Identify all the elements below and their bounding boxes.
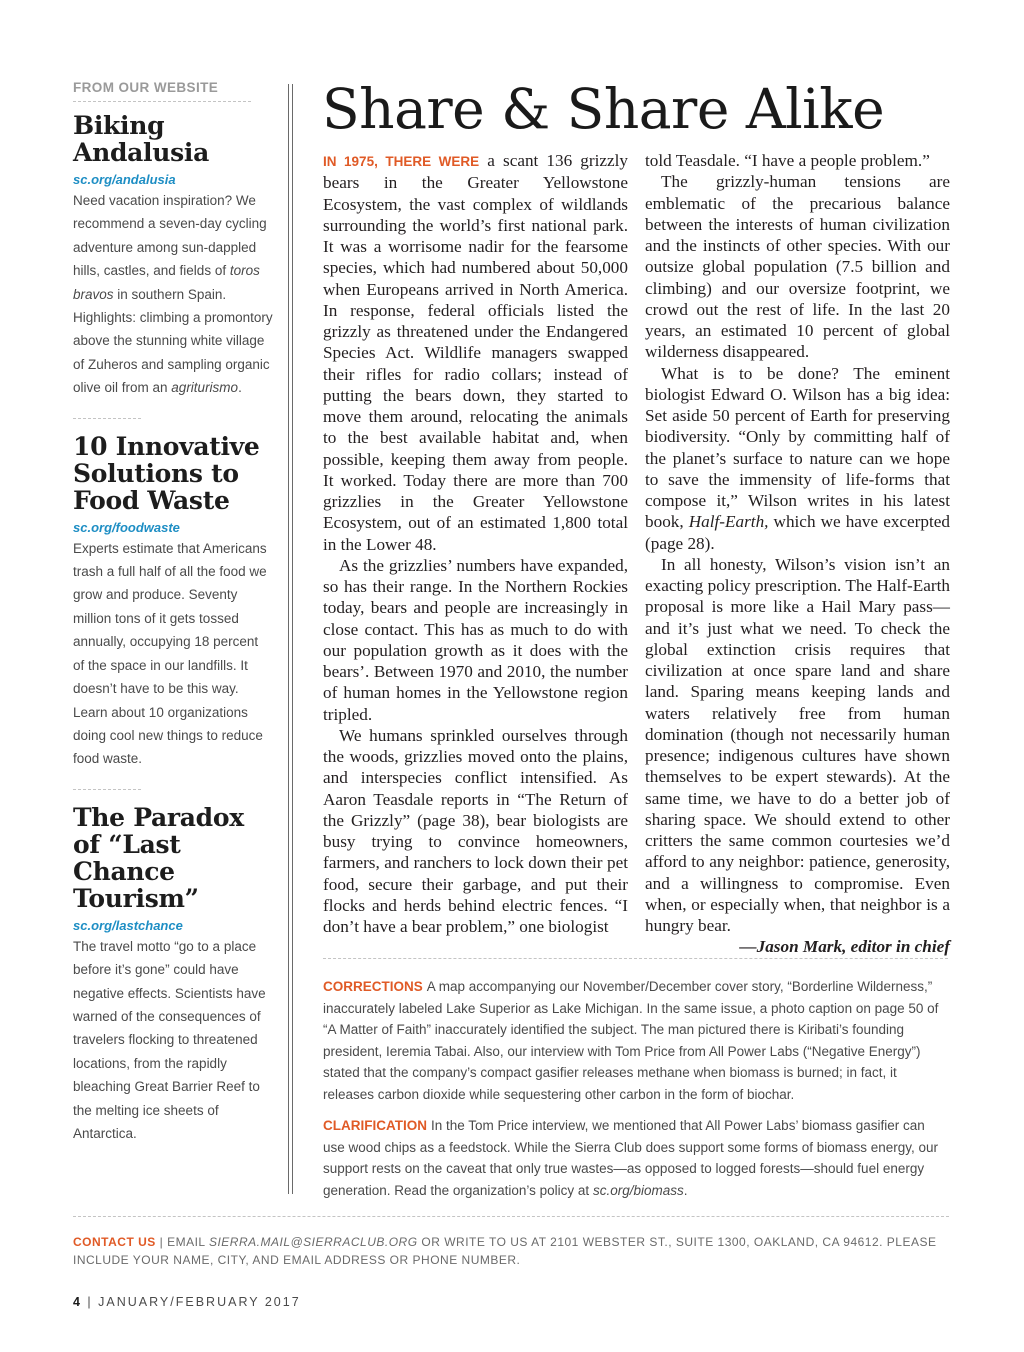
editorial-column-1 (323, 150, 628, 937)
contact-label: CONTACT US (73, 1235, 156, 1249)
contact-us: CONTACT US | EMAIL SIERRA.MAIL@SIERRACLUB.ORG OR WRITE TO US AT 2101 WEBSTER ST., SUITE 1300, OAKLAND, CA 94612. PLEASE INCLUDE YOUR NAME, CITY, AND EMAIL ADDRESS OR PHONE NUMBER. (73, 1235, 937, 1267)
sidebar-article-food-waste (73, 433, 273, 771)
lead-in: IN 1975, THERE WERE (323, 154, 480, 169)
paragraph: As the grizzlies’ numbers have expanded, so has their range. In the Northern Rockies today, bears and people are increasingly in close contact. This has as much to do with our population growth as it does with the bears’. Between 1970 and 2010, the number of human homes in the Yellowstone region tripled. (323, 555, 628, 724)
editorial-column-2 (645, 150, 950, 958)
contact-email[interactable]: SIERRA.MAIL@SIERRACLUB.ORG (208, 1235, 418, 1249)
paragraph: What is to be done? The eminent biologist Edward O. Wilson has a big idea: Set aside 50 percent of Earth for preserving biodiversity. “Only by committing half of the planet’s surface to nature can we hope to save the immensity of life-forms that compose it,” Wilson writes in his latest book, Half-Earth, which we have excerpted (page 28). (645, 363, 950, 553)
paragraph: IN 1975, THERE WERE a scant 136 grizzly bears in the Greater Yellowstone Ecosystem, the vast complex of wildlands surrounding the world’s first national park. It was a worrisome nadir for the fearsome species, which had numbered about 50,000 when Europeans arrived in North America. In response, federal officials listed the grizzly as threatened under the Endangered Species Act. Wildlife managers swapped their rifles for radio collars; instead of putting the bears down, they started to move them around, relocating the animals to the best available habitat and, when possible, keeping them away from people. It worked. Today there are more than 700 grizzlies in the Greater Yellowstone Ecosystem, out of an estimated 1,800 total in the Lower 48. (323, 151, 628, 554)
article-link[interactable]: sc.org/andalusia (73, 172, 176, 187)
paragraph: The grizzly-human tensions are emblematic of the precarious balance between the interests of human civilization and the instincts of other species. With our outsize global population (7.5 billion and climbing) and our oversize footprint, we crowd out the rest of life. In the last 20 years, an estimated 10 percent of global wilderness disappeared. (645, 172, 950, 362)
article-link[interactable]: sc.org/lastchance (73, 917, 183, 933)
article-title: 10 Innovative Solutions to Food Waste (73, 431, 260, 515)
column-rule (288, 84, 293, 1194)
page-number: 4 (73, 1295, 82, 1309)
policy-link[interactable]: sc.org/biomass (592, 1182, 684, 1198)
signature: —Jason Mark, editor in chief (739, 937, 950, 957)
paragraph: told Teasdale. “I have a people problem.” (645, 151, 930, 170)
divider (73, 1216, 949, 1217)
sidebar-label: FROM OUR WEBSITE (73, 80, 251, 102)
clarification-note: CLARIFICATION In the Tom Price interview, we mentioned that All Power Labs’ biomass gasifier can use wood chips as a feedstock. While the Sierra Club does support some forms of biomass energy, our support rests on the caveat that only true wastes—as opposed to logged forests—should fuel energy generation. Read the organization’s policy at sc.org/biomass. (323, 1118, 939, 1198)
article-description: Need vacation inspiration? We recommend a seven-day cycling adventure among sun-dappled hills, castles, and fields of toros bravos in southern Spain. Highlights: climbing a promontory above the stunning white village of Zuheros and sampling organic olive oil from an agriturismo. (73, 193, 273, 396)
paragraph: In all honesty, Wilson’s vision isn’t an exacting policy prescription. The Half-Earth proposal is more like a Hail Mary pass—and it’s just what we need. To check the global extinction crisis requires that civilization at once spare land and share land. Sparing means keeping lands and waters relatively free from human domination (though not necessarily human presence; indigenous cultures have shown themselves to be expert stewards). At the same time, we have to do a better job of sharing space. We should extend to other critters the same common courtesies we’d afford to any neighbor: patience, generosity, and a willingness to compromise. Even when, or especially when, that neighbor is a hungry bear. (645, 554, 950, 935)
editorial-headline: Share & Share Alike (322, 77, 885, 141)
article-title: The Paradox of “Last Chance Tourism” (73, 802, 244, 913)
sidebar-article-biking (73, 112, 273, 400)
corrections-note: CORRECTIONS A map accompanying our November/December cover story, “Borderline Wilderness,” inaccurately labeled Lake Superior as Lake Michigan. In the same issue, a photo caption on page 50 of “A Matter of Faith” inaccurately identified the subject. The man pictured there is Kiribati’s founding president, Ieremia Tabai. Also, our interview with Tom Price from All Power Labs (“Negative Energy”) stated that the company’s compact gasifier releases methane when biomass is burned; in fact, it releases carbon dioxide while sequestering other carbon in the form of biochar. (323, 979, 939, 1102)
sidebar-from-website (73, 80, 273, 1145)
issue-date: JANUARY/FEBRUARY 2017 (98, 1295, 301, 1309)
article-description: The travel motto “go to a place before it’s gone” could have negative effects. Scientists have warned of the consequences of travelers flocking to threatened locations, from the rapidly bleaching Great Barrier Reef to the melting ice sheets of Antarctica. (73, 938, 266, 1141)
corrections-label: CORRECTIONS (323, 979, 423, 994)
book-title: Half-Earth, (688, 512, 769, 532)
sidebar-article-last-chance (73, 804, 273, 1146)
article-title: Biking Andalusia (73, 111, 209, 167)
page-folio: 4 | JANUARY/FEBRUARY 2017 (73, 1295, 301, 1309)
divider (323, 958, 948, 959)
paragraph: We humans sprinkled ourselves through the woods, grizzlies moved onto the plains, and interspecies conflict intensified. As Aaron Teasdale reports in “The Return of the Grizzly” (page 38), bear biologists are busy trying to convince homeowners, farmers, and ranchers to lock down their pet food, secure their garbage, and put their flocks and herds behind electric fences. “I don’t have a bear problem,” one biologist (323, 725, 628, 936)
divider (73, 789, 141, 790)
divider (73, 418, 141, 419)
article-description: Experts estimate that Americans trash a full half of all the food we grow and produce. Seventy million tons of it gets tossed annually, occupying 18 percent of the space in our landfills. It doesn’t have to be this way. Learn about 10 organizations doing cool new things to reduce food waste. (73, 540, 267, 767)
article-link[interactable]: sc.org/foodwaste (73, 519, 180, 535)
clarification-label: CLARIFICATION (323, 1118, 427, 1133)
